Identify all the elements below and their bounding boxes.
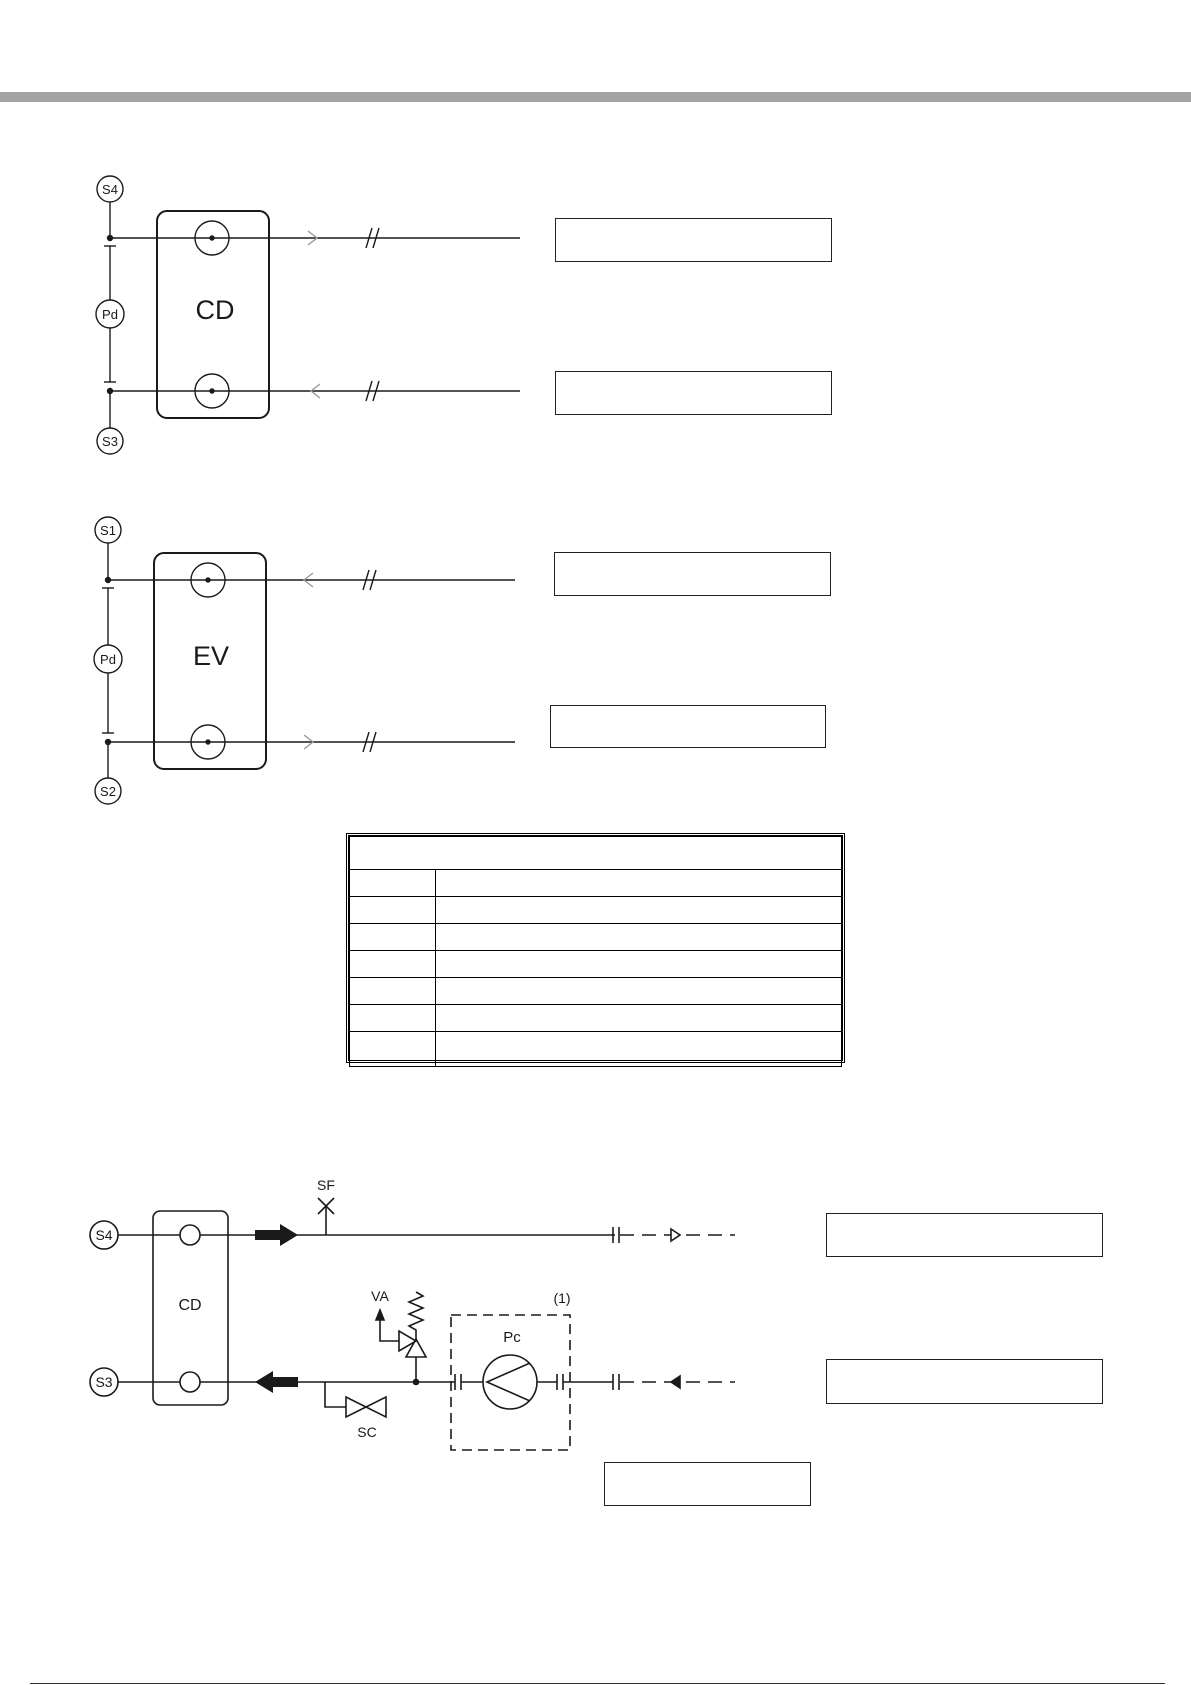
table-row	[350, 1005, 842, 1032]
table-row	[350, 870, 842, 897]
legend-header-row	[350, 837, 842, 870]
hydraulic-circuit-diagram	[90, 1177, 735, 1450]
pressure-differential-pd-evaporator	[94, 645, 122, 673]
condenser-hydraulic-label: CD	[178, 1297, 202, 1314]
flow-out-arrow-icon	[255, 1224, 298, 1246]
sensor-s2-bottom	[95, 778, 121, 804]
evaporator-unit-label: EV	[192, 641, 230, 671]
table-row	[350, 897, 842, 924]
sensor-s2-label: S2	[100, 784, 116, 799]
pump-label: Pc	[503, 1329, 521, 1346]
table-row	[350, 924, 842, 951]
circulation-pump-pc	[483, 1329, 537, 1409]
sensor-s3-hydraulic	[90, 1368, 118, 1396]
air-vent-sf	[317, 1177, 335, 1235]
pd-label-condenser: Pd	[102, 307, 118, 322]
evaporator-diagram	[94, 517, 515, 804]
flow-in-arrow-icon	[255, 1371, 298, 1393]
sensor-s3-hydraulic-label: S3	[95, 1374, 113, 1390]
vent-label: SF	[317, 1177, 335, 1193]
drain-valve-label: SC	[357, 1424, 377, 1440]
relief-valve-va	[371, 1288, 426, 1385]
drain-valve-sc	[325, 1382, 386, 1440]
sensor-s4-hydraulic	[90, 1221, 118, 1249]
pump-label-box	[604, 1462, 811, 1506]
condenser-unit-label: CD	[195, 295, 235, 325]
sensor-s4-label: S4	[102, 182, 118, 197]
footer-rule	[30, 1683, 1165, 1684]
table-row	[350, 978, 842, 1005]
condenser-outlet-label-box	[555, 218, 832, 262]
pressure-differential-pd-condenser	[96, 300, 124, 328]
table-row	[350, 1032, 842, 1067]
relief-valve-label: VA	[371, 1288, 389, 1304]
legend-table	[346, 833, 845, 1063]
sensor-s4-top	[97, 176, 123, 202]
check-valve-icon	[671, 1376, 680, 1388]
evaporator-inlet-label-box	[554, 552, 831, 596]
condenser-inlet-label-box	[555, 371, 832, 415]
supply-line-label-box	[826, 1213, 1103, 1257]
sensor-s3-label: S3	[102, 434, 118, 449]
sensor-s3-bottom	[97, 428, 123, 454]
sensor-s4-hydraulic-label: S4	[95, 1227, 113, 1243]
sensor-s1-top	[95, 517, 121, 543]
sensor-s1-label: S1	[100, 523, 116, 538]
check-valve-icon	[671, 1229, 680, 1241]
condenser-diagram	[96, 176, 520, 454]
table-row	[350, 951, 842, 978]
pump-group-note: (1)	[553, 1290, 571, 1306]
evaporator-outlet-label-box	[550, 705, 826, 748]
pd-label-evaporator: Pd	[100, 652, 116, 667]
return-line-label-box	[826, 1359, 1103, 1404]
